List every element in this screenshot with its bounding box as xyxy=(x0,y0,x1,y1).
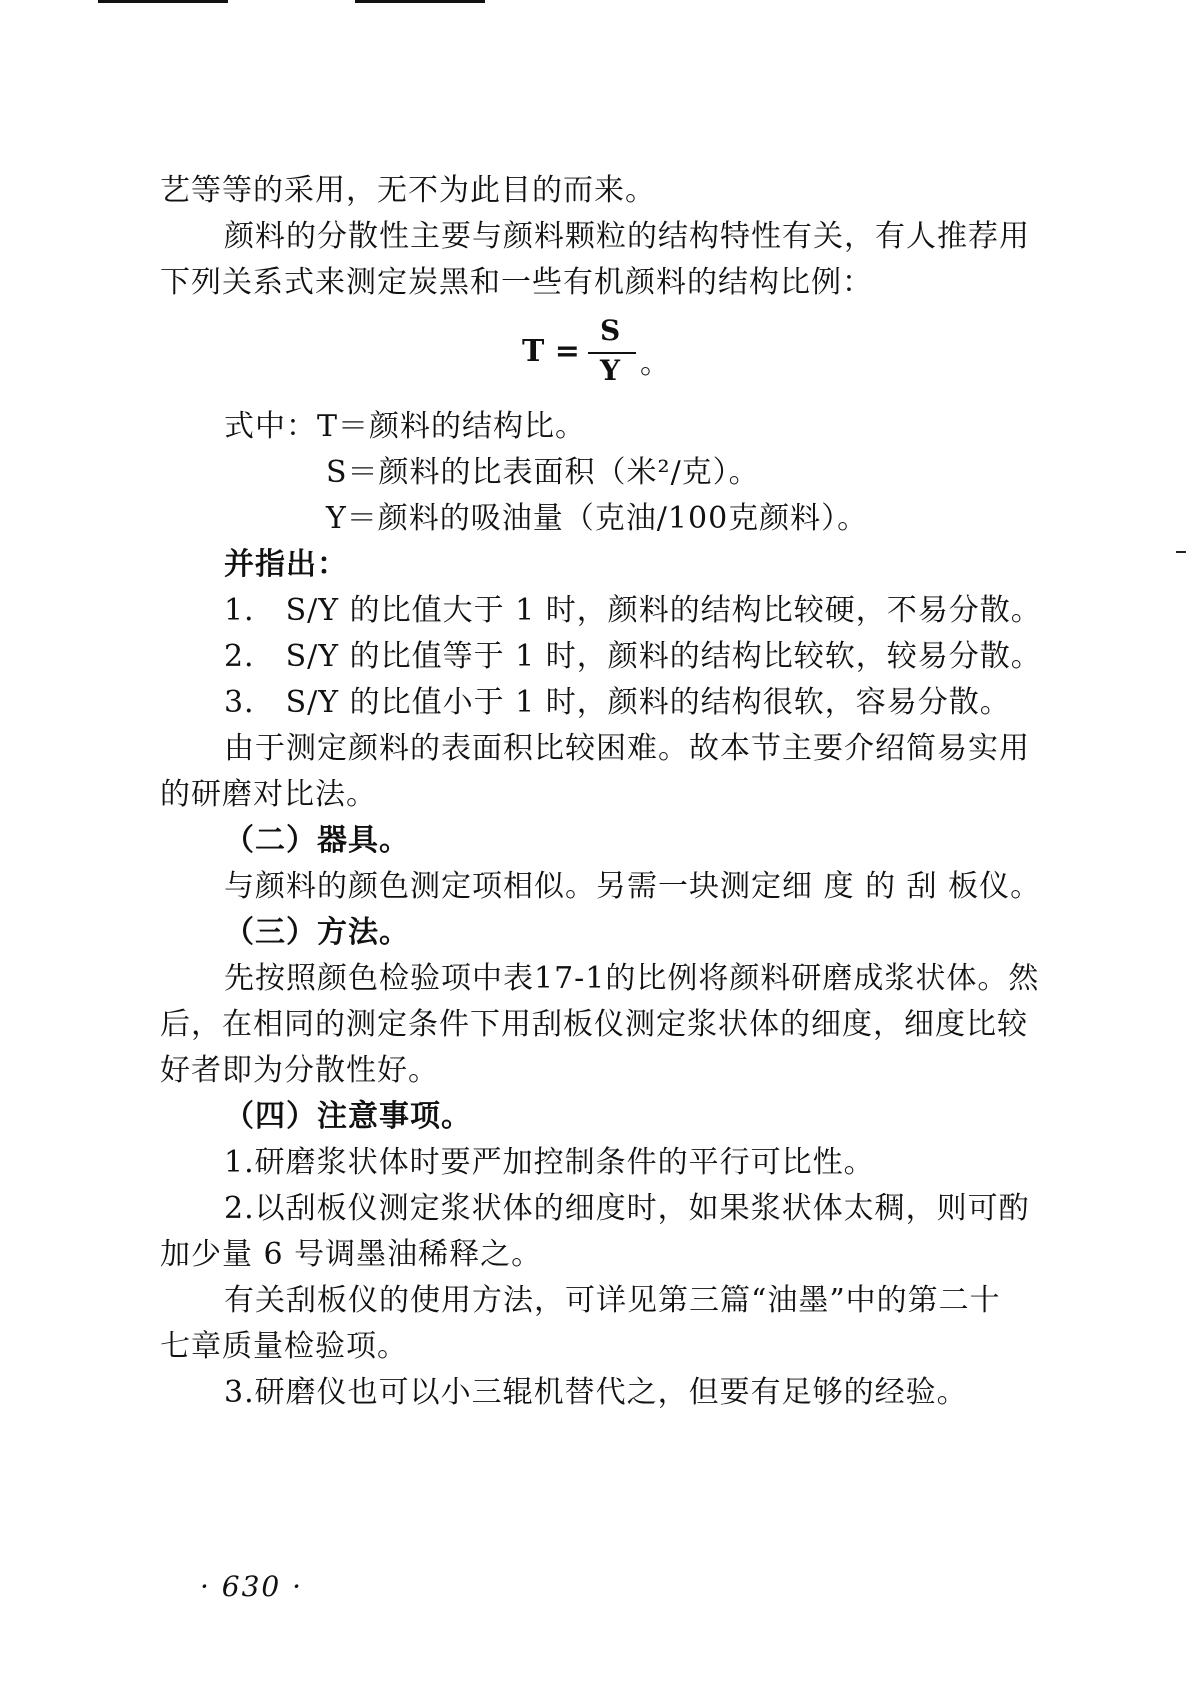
note-extra-line-1: 有关刮板仪的使用方法，可详见第三篇“油墨”中的第二十 xyxy=(224,1283,1001,1318)
formula-end: 。 xyxy=(640,346,670,381)
formula-denominator: Y xyxy=(600,354,620,387)
method-line-1: 由于测定颜料的表面积比较困难。故本节主要介绍简易实用 xyxy=(224,731,1030,766)
margin-mark xyxy=(1176,551,1186,553)
section-3-heading: （三）方法。 xyxy=(224,915,410,950)
body-line-1: 艺等等的采用，无不为此目的而来。 xyxy=(160,173,656,208)
note-2-line-2: 加少量 6 号调墨油稀释之。 xyxy=(160,1237,543,1272)
point-2: 2． S/Y 的比值等于 1 时，颜料的结构比较软，较易分散。 xyxy=(224,639,1042,674)
points-intro: 并指出： xyxy=(224,547,348,582)
definition-t: 式中：T＝颜料的结构比。 xyxy=(224,409,587,444)
section-2-text: 与颜料的颜色测定项相似。另需一块测定细 度 的 刮 板仪。 xyxy=(224,869,1042,904)
body-line-2: 颜料的分散性主要与颜料颗粒的结构特性有关，有人推荐用 xyxy=(224,219,1030,254)
note-2-line-1: 2.以刮板仪测定浆状体的细度时，如果浆状体太稠，则可酌 xyxy=(224,1191,1030,1226)
section-2-heading: （二）器具。 xyxy=(224,823,410,858)
definition-s: S＝颜料的比表面积（米²/克）。 xyxy=(326,455,760,490)
body-line-3: 下列关系式来测定炭黑和一些有机颜料的结构比例： xyxy=(160,265,873,300)
top-rule-right xyxy=(355,0,485,3)
point-3: 3． S/Y 的比值小于 1 时，颜料的结构很软，容易分散。 xyxy=(224,685,1011,720)
note-extra-line-2: 七章质量检验项。 xyxy=(160,1329,408,1364)
structure-ratio-formula xyxy=(160,314,1060,394)
page-body xyxy=(160,168,1060,1416)
note-1: 1.研磨浆状体时要严加控制条件的平行可比性。 xyxy=(224,1145,875,1180)
page-number: · 630 · xyxy=(200,1570,304,1603)
formula-lhs: T = xyxy=(522,334,580,369)
definition-y: Y＝颜料的吸油量（克油/100克颜料）。 xyxy=(326,501,869,536)
point-1: 1． S/Y 的比值大于 1 时，颜料的结构比较硬，不易分散。 xyxy=(224,593,1042,628)
section-3-line-3: 好者即为分散性好。 xyxy=(160,1053,439,1088)
section-3-line-1: 先按照颜色检验项中表17-1的比例将颜料研磨成浆状体。然 xyxy=(224,961,1040,996)
method-line-2: 的研磨对比法。 xyxy=(160,777,377,812)
section-4-heading: （四）注意事项。 xyxy=(224,1099,472,1134)
formula-numerator: S xyxy=(600,314,621,347)
note-3: 3.研磨仪也可以小三辊机替代之，但要有足够的经验。 xyxy=(224,1375,968,1410)
section-3-line-2: 后，在相同的测定条件下用刮板仪测定浆状体的细度，细度比较 xyxy=(160,1007,1028,1042)
top-rule-left xyxy=(98,0,228,3)
